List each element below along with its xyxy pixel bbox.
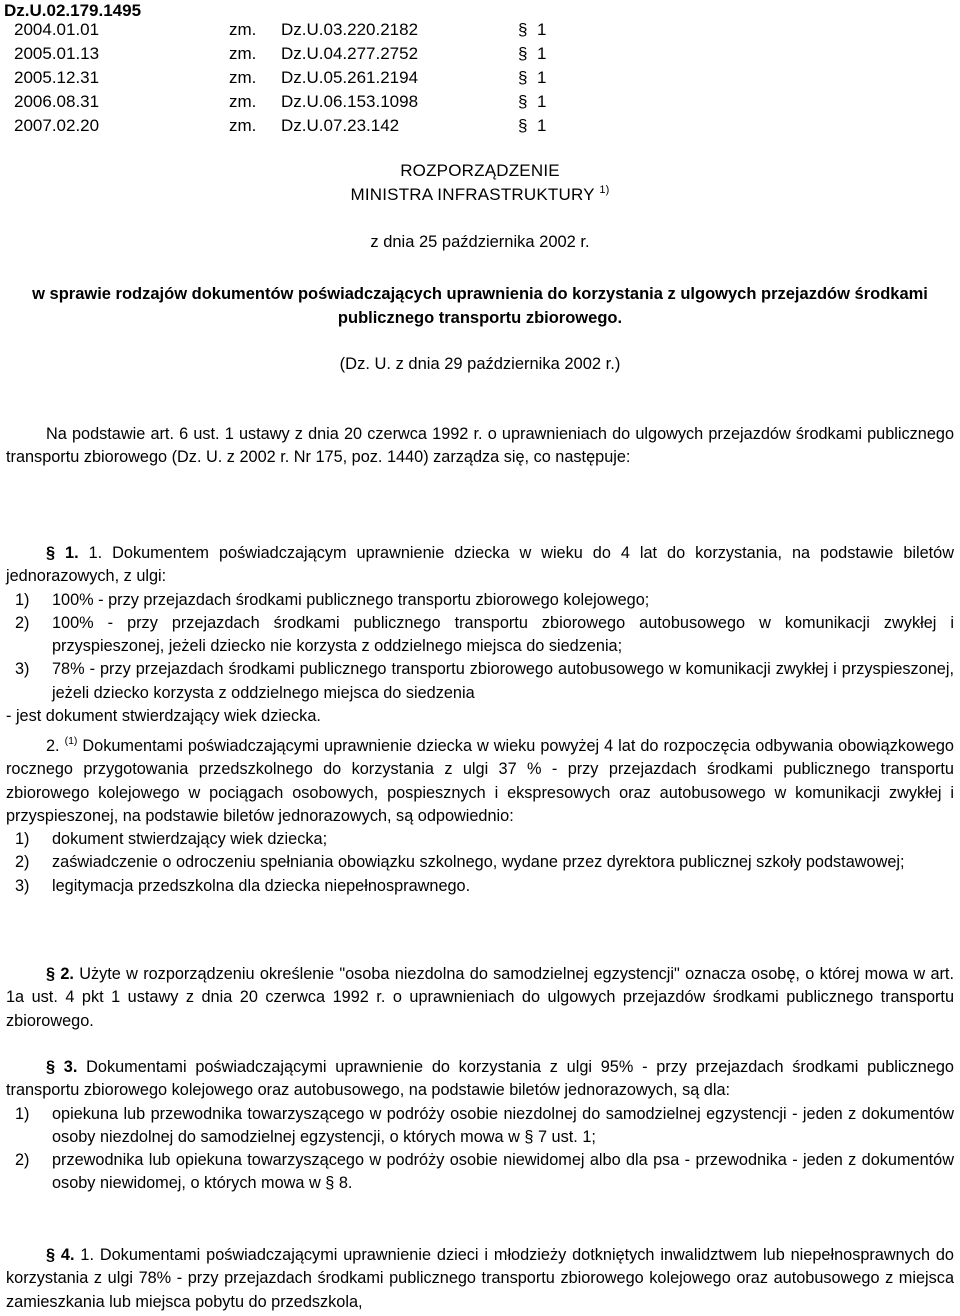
item-text: 78% - przy przejazdach środkami publicznego transportu zbiorowego autobusowego w komunikacji zwykłej i przyspieszonej, jeżeli dziecko korzysta z oddzielnego miejsca do siedzenia [52, 660, 954, 702]
legal-basis-paragraph: Na podstawie art. 6 ust. 1 ustawy z dnia 20 czerwca 1992 r. o uprawnieniach do ulgowych przejazdów środkami publicznego transportu zbiorowego (Dz. U. z 2002 r. Nr 175, poz. 1440) zarządza się, co następuje: [6, 425, 954, 467]
amendment-row [0, 92, 960, 116]
item-number: 3) [15, 876, 30, 895]
section-2 [6, 963, 954, 1033]
paragraph-number: 1. [80, 1246, 94, 1264]
amendment-row [0, 116, 960, 140]
publication-info: (Dz. U. z dnia 29 października 2002 r.) [339, 355, 621, 373]
list-item [6, 1149, 954, 1196]
amendment-marker: zm. [229, 20, 257, 39]
section-1-paragraph-2 [6, 735, 954, 898]
section-4 [6, 1244, 954, 1314]
amendment-row [0, 44, 960, 68]
list-item [6, 851, 954, 874]
amended-section: 1 [537, 44, 547, 63]
amendment-reference: Dz.U.04.277.2752 [281, 44, 419, 63]
amended-section: 1 [537, 20, 547, 39]
item-number: 1) [15, 830, 30, 849]
section-mark: § 3. [46, 1058, 78, 1076]
issuer-name: MINISTRA INFRASTRUKTURY [350, 185, 595, 204]
section-mark: § 2. [46, 965, 74, 983]
section-mark: § 4. [46, 1246, 75, 1264]
item-number: 1) [15, 590, 30, 609]
section-sign: § [518, 92, 528, 111]
amendment-history [0, 20, 960, 140]
section-sign: § [518, 116, 528, 135]
item-text: dokument stwierdzający wiek dziecka; [52, 830, 328, 849]
amendment-marker: zm. [229, 44, 257, 63]
paragraph-number: 2. [46, 737, 60, 755]
list-item [6, 1103, 954, 1150]
item-number: 3) [15, 660, 30, 679]
issue-date: z dnia 25 października 2002 r. [370, 233, 590, 251]
paragraph-closing: - jest dokument stwierdzający wiek dziecka. [6, 707, 321, 726]
list-item [6, 612, 954, 659]
section-text: Użyte w rozporządzeniu określenie "osoba niezdolna do samodzielnej egzystencji" oznacza osobę, o której mowa w art. 1a ust. 4 pkt 1 ustawy z dnia 20 czerwca 1992 r. o uprawnieniach do ulgowych przejazdów środkami publicznego transportu zbiorowego. [6, 965, 954, 1030]
paragraph-number: 1. [88, 544, 103, 562]
amendment-marker: zm. [229, 68, 257, 87]
section-mark: § 1. [46, 544, 79, 562]
amended-section: 1 [537, 92, 547, 111]
issuer-title [0, 185, 960, 205]
subject-title: w sprawie rodzajów dokumentów poświadczających uprawnienia do korzystania z ulgowych przejazdów środkami publicznego transportu zbiorowego. [32, 285, 928, 327]
list-item [6, 658, 954, 705]
item-text: legitymacja przedszkolna dla dziecka niepełnosprawnego. [52, 876, 471, 895]
footnote-marker: (1) [64, 735, 78, 747]
item-number: 2) [15, 853, 30, 872]
amendment-reference: Dz.U.05.261.2194 [281, 68, 419, 87]
amendment-date: 2006.08.31 [14, 92, 100, 111]
paragraph-text: Dokumentem poświadczającym uprawnienie dziecka w wieku do 4 lat do korzystania, na podstawie biletów jednorazowych, z ulgi: [6, 544, 954, 586]
amendment-marker: zm. [229, 116, 257, 135]
item-text: zaświadczenie o odroczeniu spełniania obowiązku szkolnego, wydane przez dyrektora publicznej szkoły podstawowej; [52, 853, 905, 872]
item-number: 2) [15, 1151, 30, 1170]
amendment-date: 2004.01.01 [14, 20, 100, 39]
paragraph-lead [6, 735, 954, 828]
section-sign: § [518, 68, 528, 87]
amendment-marker: zm. [229, 92, 257, 111]
section-text: Dokumentami poświadczającymi uprawnienie dzieci i młodzieży dotkniętych inwalidztwem lub niepełnosprawnych do korzystania z ulgi 78% - przy przejazdach środkami publicznego transportu zbiorowego kolejowego oraz autobusowego z miejsca zamieszkania lub miejsca pobytu do przedszkola, [6, 1246, 954, 1311]
section-sign: § [518, 20, 528, 39]
footnote-marker: 1) [599, 184, 610, 196]
section-1-paragraph-1 [6, 542, 954, 589]
item-text: opiekuna lub przewodnika towarzyszącego w podróży osobie niezdolnej do samodzielnej egzystencji - jeden z dokumentów osoby niezdolnej do samodzielnej egzystencji, o których mowa w § 7 ust. 1; [52, 1104, 954, 1146]
list-item [6, 589, 954, 612]
amendment-date: 2007.02.20 [14, 116, 100, 135]
item-number: 1) [15, 1104, 30, 1123]
amended-section: 1 [537, 116, 547, 135]
amended-section: 1 [537, 68, 547, 87]
amendment-row [0, 68, 960, 92]
item-number: 2) [15, 613, 30, 632]
list-item [6, 828, 954, 851]
amendment-reference: Dz.U.06.153.1098 [281, 92, 419, 111]
item-text: 100% - przy przejazdach środkami publicznego transportu zbiorowego autobusowego w komunikacji zwykłej i przyspieszonej, jeżeli dziecko nie korzysta z oddzielnego miejsca do siedzenia; [52, 613, 954, 656]
document-id: Dz.U.02.179.1495 [4, 1, 142, 20]
amendment-date: 2005.01.13 [14, 44, 100, 63]
section-3 [6, 1056, 954, 1196]
list-item [6, 875, 954, 898]
doc-type-title: ROZPORZĄDZENIE [400, 161, 560, 180]
section-text: Dokumentami poświadczającymi uprawnienie do korzystania z ulgi 95% - przy przejazdach środkami publicznego transportu zbiorowego kolejowego oraz autobusowego, na podstawie biletów jednorazowych, są dla: [6, 1058, 954, 1100]
amendment-row [0, 20, 960, 44]
section-3-lead [6, 1056, 954, 1103]
amendment-reference: Dz.U.07.23.142 [281, 116, 400, 135]
amendment-reference: Dz.U.03.220.2182 [281, 20, 419, 39]
paragraph-text: Dokumentami poświadczającymi uprawnienie dziecka w wieku powyżej 4 lat do rozpoczęcia odbywania obowiązkowego rocznego przygotowania przedszkolnego do korzystania z ulgi 37 % - przy przejazdach środkami publicznego transportu zbiorowego kolejowego w pociągach osobowych, pospiesznych i ekspresowych oraz autobusowego w komunikacji zwykłej i przyspieszonej, na podstawie biletów jednorazowych, są odpowiednio: [6, 737, 954, 825]
amendment-date: 2005.12.31 [14, 68, 100, 87]
section-1 [6, 542, 954, 728]
section-sign: § [518, 44, 528, 63]
item-text: 100% - przy przejazdach środkami publicznego transportu zbiorowego kolejowego; [52, 590, 650, 609]
item-text: przewodnika lub opiekuna towarzyszącego w podróży osobie niewidomej albo dla psa - przewodnika - jeden z dokumentów osoby niewidomej, o których mowa w § 8. [52, 1151, 954, 1193]
